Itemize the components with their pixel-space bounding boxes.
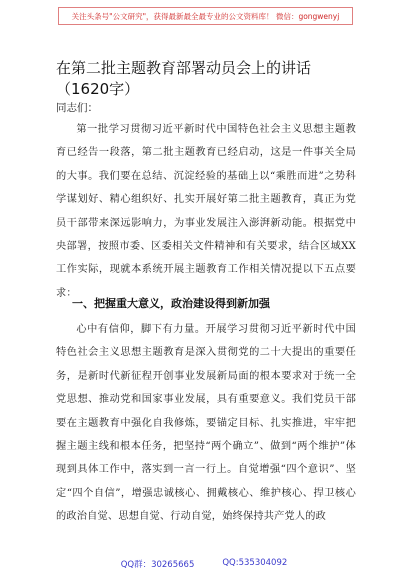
paragraph-section-1: 心中有信仰，脚下有力量。开展学习贯彻习近平新时代中国特色社会主义思想主题教育是深入贯彻党的二十大提出的重要任务，是新时代新征程开创事业发展新局面的根本要求对于统一全党思想、推动党和国家事业发展，具有重要意义。我们党员干部要在主题教育中强化自我修炼，要锚定目标、扎实推进，牢牢把握主题主线和根本任务，把坚持“两个确立”、做到“两个维护”体现到具体工作中，落实到一言一行上。自觉增强“四个意识”、坚定“四个自信”，增强忠诚核心、拥戴核心、维护核心、捍卫核心的政治自觉、思想自觉、行动自觉，始终保持共产党人的政 xyxy=(56,324,356,523)
section-heading-1: 一、把握重大意义，政治建设得到新加强 xyxy=(72,297,270,310)
footer-qq-group: QQ群：30265665 xyxy=(120,560,195,570)
document-title: 在第二批主题教育部署动员会上的讲话（1620字） xyxy=(56,59,312,98)
footer xyxy=(0,558,408,570)
header-banner xyxy=(58,7,353,25)
footer-qq: QQ:535304092 xyxy=(222,558,288,568)
header-banner-text: 关注头条号"公文研究"，获得最新最全最专业的公文资料库！ 微信：gongwenyj xyxy=(71,11,340,21)
paragraph-intro: 第一批学习贯彻习近平新时代中国特色社会主义思想主题教育已经告一段落，第二批主题教育已经启动，这是一件事关全局的大事。我们要在总结、沉淀经验的基础上以“乘胜而进”之势科学谋划好、精心组织好、扎实开展好第二批主题教育，真正为党员干部带来深远影响力，为事业发展注入澎湃新动能。根据党中央部署，按照市委、区委相关文件精神和有关要求，结合区域XX工作实际，现就本系统开展主题教育工作相关情况提以下五点要求： xyxy=(56,124,356,299)
salutation: 同志们： xyxy=(56,102,98,114)
